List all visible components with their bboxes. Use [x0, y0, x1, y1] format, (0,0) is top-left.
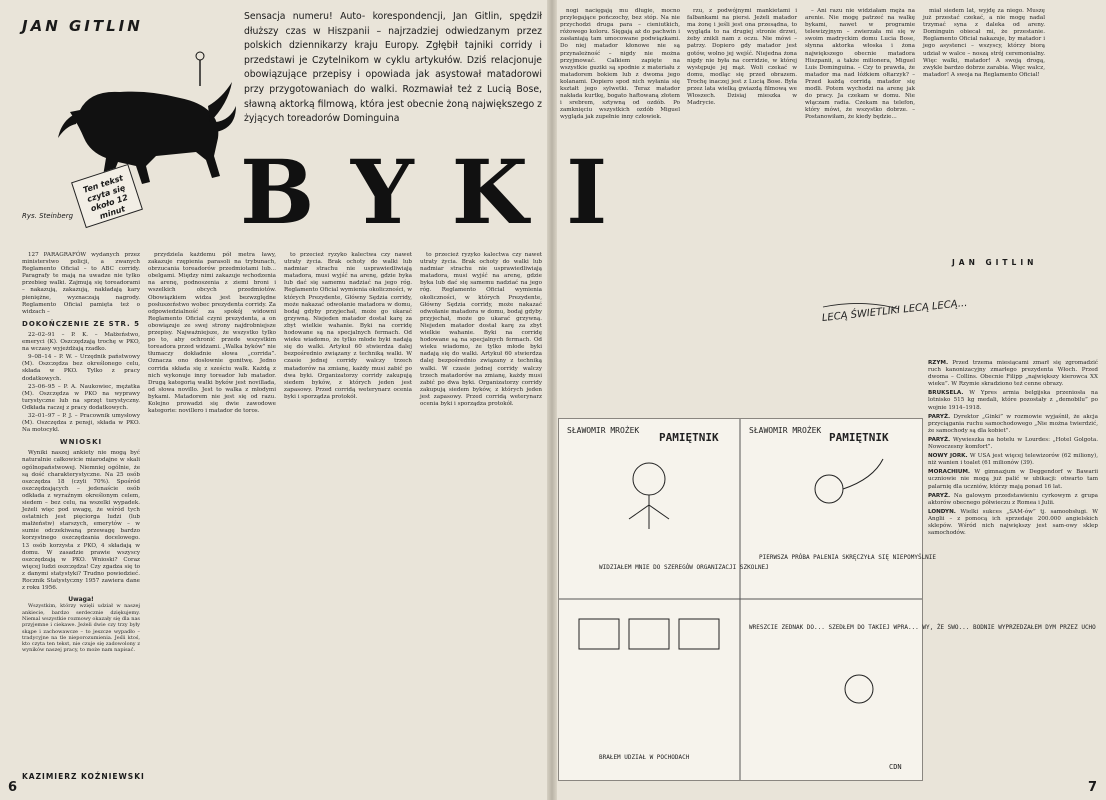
cartoon-title: PAMIĘTNIK [829, 431, 889, 444]
column-text: to przecież ryzyko kalectwa czy nawet utraty życia. Brak ochoty do walki lub nadmiar strachu nie usprawiedliwiają matadora, musi wyjść na arenę, gdzie byka lub dać się samemu nadziać na jego róg. Reglamento Oficial wymienia okoliczności, w których Prezydente, Główny Sędzia corridy, może nakazać odwołanie matadora w domu, bodaj gdyby przyjechał, może go ukarać grzywną. Niejeden matador dostał karę za zbyt wielkie wahanie. Byki na corridę hodowane są na specjalnych fermach. Od wieku wiadomo, że tylko młode byki nadają się do walki. Artykuł 60 stwierdza dalej bezpośrednio związany z techniką walki. W czasie jednej corridy walczy trzech matadorów na zmianę, każdy musi zabić po dwa byki. Organizatorzy corridy zakupują siedem byków, z których jeden jest zapasowy. Przed corridą weterynarz ocenia byki i sporządza protokół. [284, 252, 412, 400]
survey-entry: 9–08–14 – P. W. – Urzędnik państwowy (M). Oszczędza bez określonego celu, składa w PKO. Tylko z pracy dodatkowych. [22, 354, 140, 382]
column-text: to przecież ryzyko kalectwa czy nawet utraty życia. Brak ochoty do walki lub nadmiar strachu nie usprawiedliwiają matadora, musi wyjść na arenę, gdzie byka lub dać się samemu nadziać na jego róg. Reglamento Oficial wymienia okoliczności, w których Prezydente, Główny Sędzia corridy, może nakazać odwołanie matadora w domu, bodaj gdyby przyjechał, może go ukarać grzywną. Niejeden matador dostał karę za zbyt wielkie wahanie. Byki na corridę hodowane są na specjalnych fermach. Od wieku wiadomo, że tylko młode byki nadają się do walki. Artykuł 60 stwierdza dalej bezpośrednio związany z techniką walki. W czasie jednej corridy walczy trzech matadorów na zmianę, każdy musi zabić po dwa byki. Organizatorzy corridy zakupują siedem byków, z których jeden jest zapasowy. Przed corridą weterynarz ocenia byki i sporządza protokół. [420, 252, 542, 407]
article-author: KAZIMIERZ KOŹNIEWSKI [22, 772, 145, 781]
brief-item: NOWY JORK. W USA jest więcej telewizorów (62 miliony), niż wanien i toalet (61 milionów (39). [928, 453, 1098, 467]
cartoon-caption: WIDZIAŁEM MNIE DO SZEREGÓW ORGANIZACJI SZKOLNEJ [599, 564, 769, 571]
page-number: 6 [8, 780, 18, 795]
column-text: rzu, z podwójnymi mankietami i falbankami na piersi. Jeżeli matador ma żonę i jeśli jest ona przesądna, to wygląda to na drugiej stronie drzwi, żeby znikli nam z oczu. Nie mówi – patrzy. Dopiero gdy matador jest gotów, wolno jej wejść. Niejedna żona nigdy nie była na corridzie, w której występuje jej mąż. Woli czekać w domu, modląc się przed obrazem. Trochę inaczej jest z Lucią Bose. Była przez lata wielką gwiazdą filmową we Włoszech. Dzisiaj mieszka w Madrycie. [687, 8, 797, 107]
survey-entry: 22–02–91 – P. K. – Małżeństwo, emeryci (K). Oszczędzają trochę w PKO, na wczasy wyjeżdżają rzadko. [22, 331, 140, 353]
cartoon-signature: CDN [889, 763, 902, 771]
column-text: przydziela każdemu pół metra ławy, zakazuje rzępienia parasoli na trybunach, obrzucania toreadorów przedmiotami lub... obelgami. Między nimi zakazuje wchodzenia na arenę, podnoszenia z ziemi broni i wszelkich obcych przedmiotów. Obowiązkiem widza jest bezwzględne posłuszeństwo wobec prezydenta corridy. Za odpowiedzialność za spokój widowni Reglamento Oficial czyni prezydenta, a on obowiązuje ze swej strony najdrobniejsze przepisy. Najważniejsze, że wszystko tylko po to, aby ochronić przede wszystkim toreadora przed widzami. „Walka byków” nie tłumaczy dokładnie słowa „corrida”. Oznacza ono dosłownie gonitwę. Jedno corrida składa się z sześciu walk. Każdą z nich wykonuje inny toreador lub matador. Drugą kategorią walki byków jest novillada, od słowa novillo. Jest to walka z młodymi bykami. Matadorem nie jest się od razu. Kolejno prowadzi się dwie zawodowe kategorie: novillero i matador de toros. [148, 252, 276, 415]
brief-item: LONDYN. Wielki sukces „SAM-ów” tj. samoobsługi. W Anglii – z pomocą ich sprzedaje 200.000 angielskich sklepów. Wśród nich największy jest sam-owy sklep samochodów. [928, 508, 1098, 537]
handwritten-quote [817, 297, 968, 355]
handwritten-text: LECĄ ŚWIETLIKI LECĄ LECĄ... [821, 297, 968, 325]
intro-paragraph: 127 PARAGRAFÓW wydanych przez ministerstwo policji, a zwanych Reglamento Oficial – to ABC corridy. Paragrafy te mają na uwadze nie tylko przebieg walki. Zajmują się toreadorami – nakazują, zakazują, nakładają kary pieniężne, wyznaczają nagrody. Reglamento Oficial pamięta też o widzach – [22, 252, 140, 315]
brief-item: MORACHIUM. W gimnazjum w Deggendorf w Bawarii uczniowie nie mogą już palić w ubikacji: otwarto tam palarnię dla uczniów, którzy mają ponad 16 lat. [928, 469, 1098, 490]
page-number: 7 [1088, 780, 1098, 795]
cartoon-caption: PIERWSZA PRÓBA PALENIA SKRĘCZYŁA SIĘ NIEPOMYŚLNIE [759, 554, 937, 561]
cartoon-author: SŁAWOMIR MROŻEK [749, 426, 822, 435]
cartoon-author: SŁAWOMIR MROŻEK [567, 426, 640, 435]
right-column-1 [560, 8, 680, 412]
note-title: Uwaga! [68, 596, 94, 604]
column-text: – Ani razu nie widziałam męża na arenie. Nie mogę patrzeć na walkę bykami, nawet w programie telewizyjnym – zwierzała mi się w swoim madryckim domu Lucia Bose, słynna aktorka włoska i żona największego obecnie matadora Hiszpanii, a także milionera, Miguel Luis Dominguina. – Czy to prawda, że matador ma nad łóżkiem ołtarzyk? – Przed każdą corridą matador się modli. Potem wychodzi na arenę jak do pracy. Ja czekam w domu. Nie włączam radia. Czekam na telefon, który mówi, że wszystko dobrze. – Postanowiłam, że kiedy będzie... [805, 8, 915, 121]
cartoon-title: PAMIĘTNIK [659, 431, 719, 444]
illustration-caption: Rys. Steinberg [22, 212, 74, 220]
lead-paragraph: Sensacja numeru! Auto- korespondencji, Jan Gitlin, spędził dłuższy czas w Hiszpanii – najrzadziej odwiedzanym przez polskich dziennikarzy kraju Europy. Zgłębił tajniki corridy i przedstawi je Czytelnikom w cyklu artykułów. Dziś relacjonuje obowiązujące przepisy i opowiada jak asystował matadorowi przy przygotowaniach do walki. Rozmawiał też z Lucią Bose, sławną aktorką filmową, która jest obecnie żoną największego z żyjących toreadorów Dominguina [244, 11, 542, 125]
article-title: BYKI [240, 140, 646, 244]
right-column-2 [687, 8, 797, 412]
cartoon-caption: BRAŁEM UDZIAŁ W POCHODACH [599, 754, 690, 761]
byline: JAN GITLIN [22, 17, 143, 35]
brief-item: BRUKSELA. W Ypres armia belgijska przeniosła na lotnisko 515 kg medali, które pozostały z „demobilu” po wojnie 1914–1918. [928, 390, 1098, 411]
brief-item: PARYŻ. Na galowym przedstawieniu cyrkowym z grupa aktorów obecnego półwieczu z Romea i Julii. [928, 492, 1098, 506]
spine-fold [547, 0, 557, 800]
news-briefs [928, 360, 1098, 780]
left-column-4 [420, 252, 542, 782]
note-text: Wszystkim, którzy wzięli udział w naszej ankiecie, bardzo serdecznie dziękujemy. Niemal wszystkie rozmowy okazały się dla nas przyjemne i ciekawe. Jeżeli dwie czy trzy były skąpe i zachowawcze – to jeszcze wypadło – tradycyjne na tle nieporozumienia. Jeśli ktoś, kto czyta ten tekst, nie czuje się zadowolony z wyników naszej pracy, to może nam napisać. [22, 603, 140, 654]
column-text: miał siedem lat, wyjdę za niego. Muszę już przestać czekać, a nie mogę nadal trzymać syna z daleka od areny. Dominguin obiecał mi, że przestanie. Reglamento Oficial nakazuje, by matador i jego asystenci – wszyscy, którzy biorą udział w walce – noszą strój ceremonialny. Więc walki, matador! A swoją drogą, zwykle bardzo dobrze zarabia. Więc walcz, matador! A swoja na Reglamento Oficial! [923, 8, 1045, 78]
column-text: nogi nacięgają mu długie, mocno przylegające pończochy, bez stóp. Na nie przychodzi druga para – cieniutkich, różowego koloru. Sięgają aż do pachwin i zasłaniają tam umocowane podwiązkami. Do niej matador kłonowe nie są przynależność – nigdy nie można przyjmować. Całkiem zapięte na wszystkie guziki są spodnie z materiału z matadorem bokiem lub z dwoma jego kolanami. Dopiero spod nich wyłania się kształt jego sylwetki. Teraz matador nakłada kurtkę, bogato haftowaną złotem i srebrem, sztywną od ozdób. Po zamknięciu wszystkich ozdób Miguel wygląda jak zupełnie inny człowiek. [560, 8, 680, 121]
survey-entry: 32–01–97 – P. J. – Pracownik umysłowy (M). Oszczędza z pensji, składa w PKO. Na motocykl. [22, 412, 140, 434]
conclusions-heading: WNIOSKI [59, 438, 103, 447]
continuation-heading: DOKOŃCZENIE ZE STR. 5 [22, 319, 140, 328]
article-author: JAN GITLIN [952, 258, 1038, 267]
bull-illustration [50, 40, 240, 200]
reading-time-stamp: Ten tekst czyta się około 12 minut [71, 164, 143, 228]
cartoon-caption: WRESZCIE ZEDNAK DO... SZEDŁEM DO TAKIEJ WPRA... WY, ŻE SWO... BODNIE WYPRZEDZAŁEM DYM PRZEZ UCHO [749, 624, 1096, 631]
brief-item: RZYM. Przed trzema miesiącami zmarł się zgromadzić ruch kanonizacyjny zmarłego prezydenta Włoch. Przed dwoma – Collins. Obecnie Filipp „największy kierowca XX wieku”. W Rzymie skradziono też cenne obrazy. [928, 360, 1098, 388]
conclusions-text: Wyniki naszej ankiety nie mogą być naturalnie całkowicie miarodajne w skali ogólnopaństwowej. Niemniej ogólnie, że są dość charakterystyczne. Na 25 osób oszczędza 18 (czyli 70%). Spośród oszczędzających – jedenaście osób odkłada z wyraźnym określonym celem, siedem – bez celu, na wszelki wypadek. Jeżeli więc pod uwagę, że wśród tych ostatnich jest pięciorga ludzi (lub małżeństw) starszych, emerytów – w sumie odczekiwaną przewagę bardzo korzystnego oszczędzania docelowego. 13 osób korzysta z PKO, 4 składają w domu. W zasadzie prawie wszyscy oszczędzają w PKO. Wnioski? Coraz więcej ludzi oszczędza! Czy zgadza się to z danymi statystyki? Trudno powiedzieć. Rocznik Statystyczny 1957 zawiera dane z roku 1956. [22, 450, 140, 592]
brief-item: PARYŻ. Dyrektor „Ginki” w rozmowie wyjaśnił, że akcja przyciągania ruchu samochodowego „Nie można twierdzić, że samochody są dla kobiet”. [928, 413, 1098, 434]
right-column-4 [923, 8, 1045, 260]
survey-entry: 23–06–95 – P. A. Naukowiec, mężatka (M). Oszczędza w PKO na wyprawy turystyczne lub na sprzęt turystyczny. Odkłada raczej z pracy dodatkowych. [22, 383, 140, 411]
left-column-3 [284, 252, 412, 782]
left-column-2 [148, 252, 276, 782]
left-column-1 [22, 252, 140, 772]
brief-item: PARYŻ. Wywieszka na hotelu w Lourdes: „Hotel Golgota. Nowoczesny komfort”. [928, 436, 1098, 451]
